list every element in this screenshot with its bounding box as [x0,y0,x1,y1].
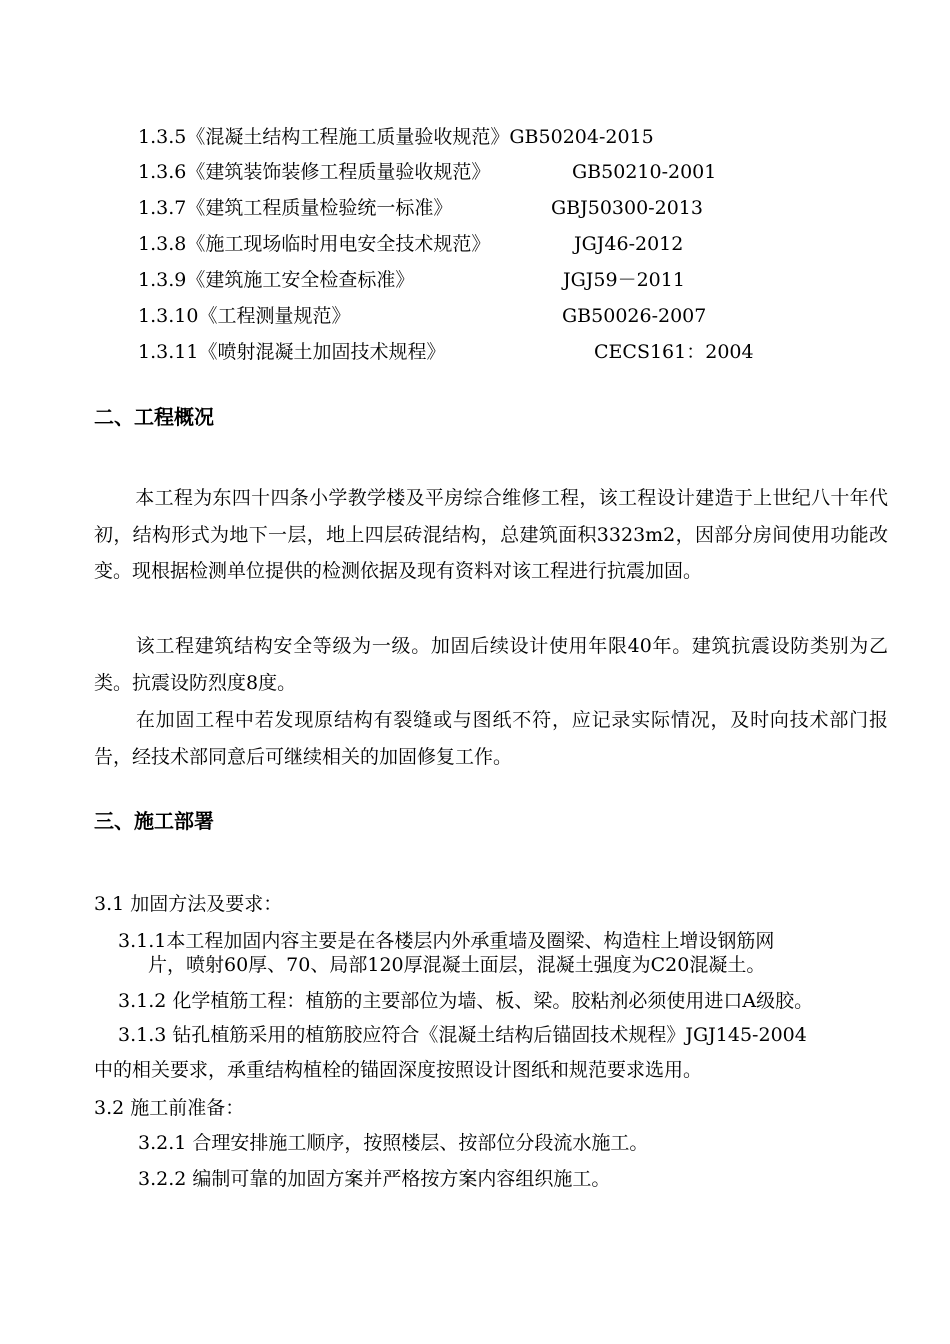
reference-title: 《喷射混凝土加固技术规程》 [198,341,446,363]
paragraph [94,628,888,701]
reference-code: GB50210-2001 [572,161,717,183]
reference-number: 1.3.9 [138,269,187,291]
clause-line: 3.2.2 编制可靠的加固方案并严格按方案内容组织施工。 [138,1168,611,1190]
reference-code: GBJ50300-2013 [551,197,703,219]
reference-item [138,157,717,187]
reference-item [138,193,703,223]
subsection-title: 3.2 施工前准备： [94,1097,245,1119]
reference-code: GB50026-2007 [562,305,707,327]
reference-title: 《建筑施工安全检查标准》 [186,269,415,291]
reference-title: 《建筑工程质量检验统一标准》 [186,197,453,219]
clause-line: 3.1.2 化学植筋工程：植筋的主要部位为墙、板、梁。胶粘剂必须使用进口A级胶。 [118,990,814,1012]
reference-number: 1.3.7 [138,197,187,219]
clause-line: 片，喷射60厚、70、局部120厚混凝土面层，混凝土强度为C20混凝土。 [148,954,766,976]
reference-code: JGJ59－2011 [563,269,685,291]
reference-item [138,265,685,295]
reference-number: 1.3.10 [138,305,199,327]
reference-code: JGJ46-2012 [574,233,684,255]
reference-number: 1.3.5 [138,126,187,148]
clause-line: 3.1.3 钻孔植筋采用的植筋胶应符合《混凝土结构后锚固技术规程》JGJ145-2004 [118,1024,807,1046]
paragraph-text: 在加固工程中若发现原结构有裂缝或与图纸不符，应记录实际情况，及时向技术部门报告，经技术部同意后可继续相关的加固修复工作。 [94,709,888,768]
reference-number: 1.3.11 [138,341,199,363]
section-heading: 二、工程概况 [94,405,214,429]
reference-code: GB50204-2015 [509,126,654,148]
reference-item [138,301,707,331]
paragraph [94,702,888,775]
reference-item [138,337,754,367]
reference-number: 1.3.6 [138,161,187,183]
paragraph-text: 本工程为东四十四条小学教学楼及平房综合维修工程，该工程设计建造于上世纪八十年代初，结构形式为地下一层，地上四层砖混结构，总建筑面积3323m2，因部分房间使用功能改变。现根据检测单位提供的检测依据及现有资料对该工程进行抗震加固。 [94,487,888,582]
reference-title: 《工程测量规范》 [198,305,351,327]
paragraph-text: 该工程建筑结构安全等级为一级。加固后续设计使用年限40年。建筑抗震设防类别为乙类。抗震设防烈度8度。 [94,635,888,694]
reference-item [138,122,654,152]
reference-item [138,229,684,259]
reference-number: 1.3.8 [138,233,187,255]
section-heading: 三、施工部署 [94,809,214,833]
clause-line: 3.2.1 合理安排施工顺序，按照楼层、按部位分段流水施工。 [138,1132,649,1154]
clause-line: 中的相关要求，承重结构植栓的锚固深度按照设计图纸和规范要求选用。 [94,1059,703,1081]
reference-code: CECS161：2004 [594,341,754,363]
reference-title: 《建筑装饰装修工程质量验收规范》 [186,161,491,183]
subsection-title: 3.1 加固方法及要求： [94,893,283,915]
paragraph [94,480,888,590]
clause-line: 3.1.1本工程加固内容主要是在各楼层内外承重墙及圈梁、构造柱上增设钢筋网 [118,930,775,952]
reference-title: 《施工现场临时用电安全技术规范》 [186,233,491,255]
reference-title: 《混凝土结构工程施工质量验收规范》 [186,126,510,148]
